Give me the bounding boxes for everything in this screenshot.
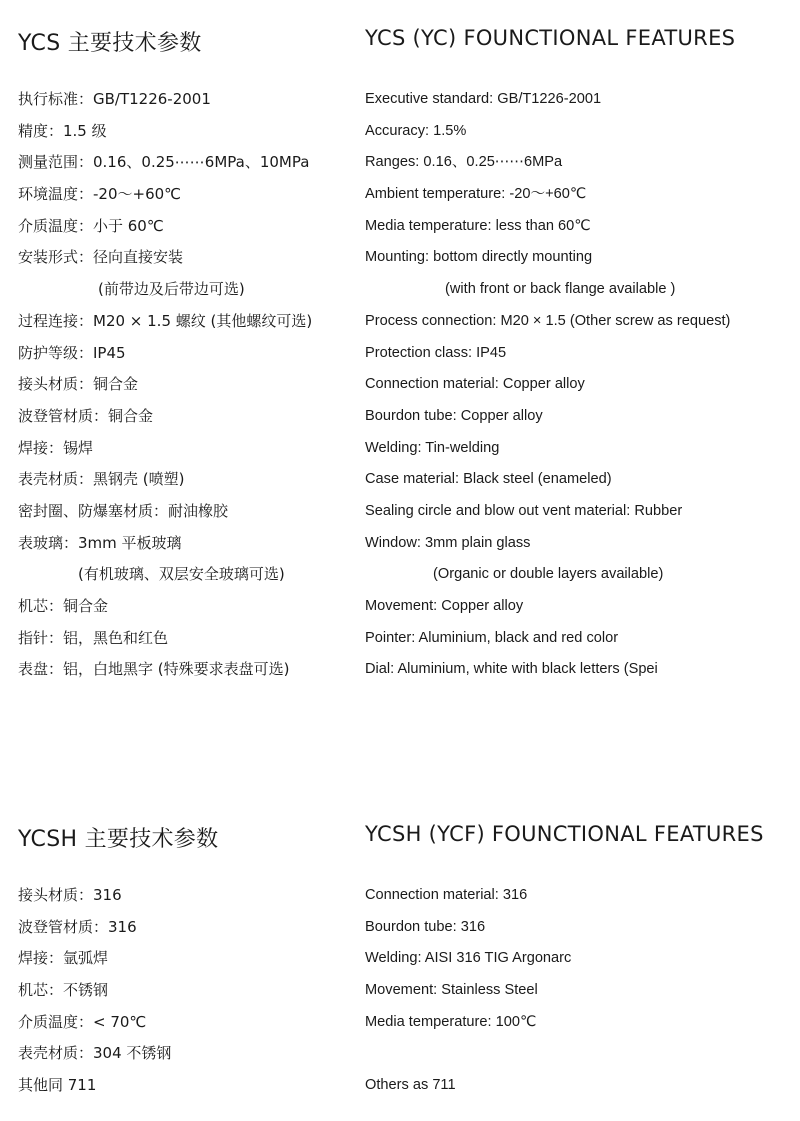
spec-row: 接头材质：铜合金 bbox=[18, 375, 139, 394]
spec-row: 介质温度：< 70℃ bbox=[18, 1012, 147, 1031]
spec-row: 过程连接：M20 × 1.5 螺纹 (其他螺纹可选) bbox=[18, 311, 313, 330]
spec-row: Window: 3mm plain glass bbox=[365, 534, 531, 551]
spec-row: Welding: Tin-welding bbox=[365, 439, 500, 456]
spec-row: 机芯：铜合金 bbox=[18, 597, 109, 615]
spec-row: 指针：铝，黑色和红色 bbox=[18, 628, 169, 647]
spec-row: Case material: Black steel (enameled) bbox=[365, 471, 612, 488]
spec-row: Media temperature: less than 60℃ bbox=[365, 217, 591, 234]
spec-row: 焊接：氩弧焊 bbox=[18, 949, 109, 968]
spec-row-note: (前带边及后带边可选) bbox=[98, 280, 245, 299]
spec-row: 安装形式：径向直接安装 bbox=[18, 248, 184, 267]
spec-row-note: (有机玻璃、双层安全玻璃可选) bbox=[78, 565, 285, 584]
spec-row: 表壳材质：304 不锈钢 bbox=[18, 1044, 172, 1063]
ycsh-english-title: YCSH (YCF) FOUNCTIONAL FEATURES bbox=[365, 822, 764, 846]
ycs-chinese-title: YCS 主要技术参数 bbox=[18, 31, 202, 56]
spec-row: 密封圈、防爆塞材质：耐油橡胶 bbox=[18, 501, 229, 520]
spec-row: Sealing circle and blow out vent material: Rubber bbox=[365, 502, 683, 519]
ycs-english-list bbox=[365, 84, 795, 686]
ycsh-chinese-title: YCSH 主要技术参数 bbox=[18, 827, 219, 852]
spec-row-note: (Organic or double layers available) bbox=[433, 566, 664, 583]
spec-row: 精度：1.5 级 bbox=[18, 121, 107, 140]
spec-row: Process connection: M20 × 1.5 (Other screw as request) bbox=[365, 312, 731, 329]
spec-row: 环境温度：-20～+60℃ bbox=[18, 185, 182, 204]
spec-row: Dial: Aluminium, white with black letters (Spei bbox=[365, 661, 658, 678]
spec-row: 表壳材质：黑钢壳 (喷塑) bbox=[18, 470, 185, 489]
spec-row: 执行标准：GB/T1226-2001 bbox=[18, 90, 211, 108]
spec-row: Executive standard: GB/T1226-2001 bbox=[365, 91, 602, 107]
spec-row: Bourdon tube: Copper alloy bbox=[365, 407, 543, 424]
spec-row: 测量范围：0.16、0.25⋯⋯6MPa、10MPa bbox=[18, 153, 310, 172]
ycsh-chinese-list bbox=[18, 880, 353, 1102]
spec-row: Accuracy: 1.5% bbox=[365, 122, 467, 139]
spec-row: 介质温度：小于 60℃ bbox=[18, 216, 164, 235]
spec-row: Media temperature: 100℃ bbox=[365, 1013, 537, 1030]
ycsh-english-list bbox=[365, 880, 795, 1102]
spec-row-empty bbox=[365, 1038, 795, 1070]
spec-row: Connection material: 316 bbox=[365, 887, 528, 903]
spec-row: Pointer: Aluminium, black and red color bbox=[365, 629, 619, 646]
spec-row: Welding: AISI 316 TIG Argonarc bbox=[365, 950, 572, 967]
spec-row: 波登管材质：铜合金 bbox=[18, 406, 154, 425]
ycs-chinese-list bbox=[18, 84, 353, 686]
spec-row: 其他同 711 bbox=[18, 1076, 97, 1095]
spec-row: 表盘：铝，白地黑字 (特殊要求表盘可选) bbox=[18, 660, 290, 679]
spec-row: Protection class: IP45 bbox=[365, 344, 507, 361]
spec-row: Others as 711 bbox=[365, 1077, 456, 1094]
spec-row: Connection material: Copper alloy bbox=[365, 376, 585, 393]
spec-row: 表玻璃：3mm 平板玻璃 bbox=[18, 533, 182, 552]
spec-row: Ranges: 0.16、0.25⋯⋯6MPa bbox=[365, 154, 563, 171]
spec-row: Movement: Copper alloy bbox=[365, 598, 524, 614]
spec-row: 焊接：锡焊 bbox=[18, 438, 94, 457]
spec-row: 机芯：不锈钢 bbox=[18, 981, 109, 1000]
spec-row: 波登管材质：316 bbox=[18, 917, 137, 936]
spec-row: 接头材质：316 bbox=[18, 886, 122, 904]
ycs-english-title: YCS (YC) FOUNCTIONAL FEATURES bbox=[365, 26, 736, 50]
spec-row: Movement: Stainless Steel bbox=[365, 982, 538, 999]
spec-row: Ambient temperature: -20～+60℃ bbox=[365, 186, 587, 203]
spec-row: Bourdon tube: 316 bbox=[365, 918, 486, 935]
spec-row-note: (with front or back flange available ) bbox=[445, 281, 676, 298]
spec-row: Mounting: bottom directly mounting bbox=[365, 249, 593, 266]
spec-row: 防护等级：IP45 bbox=[18, 343, 126, 362]
